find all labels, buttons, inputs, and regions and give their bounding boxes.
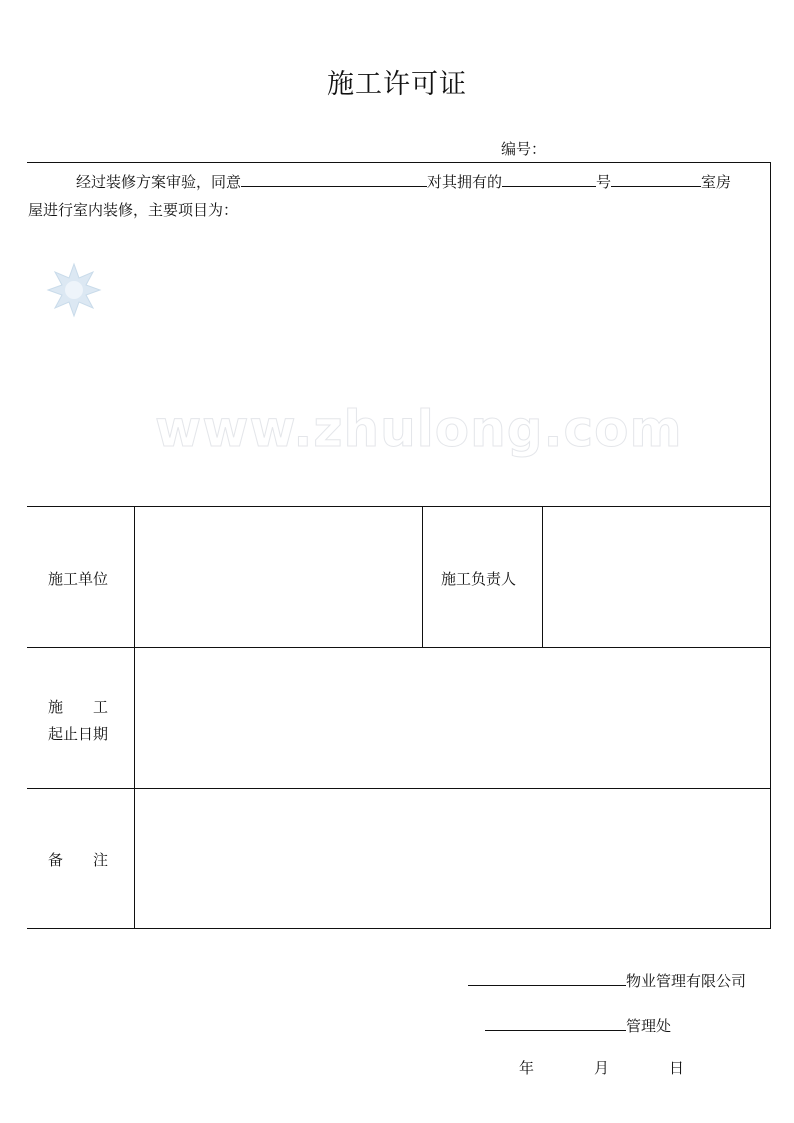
intro-text-owned: 对其拥有的 (427, 173, 503, 191)
construction-unit-label: 施工单位 (48, 570, 109, 588)
construction-dates-label-line2: 起止日期 (48, 725, 109, 743)
construction-dates-label-line1: 施 工 (48, 698, 109, 716)
building-number-blank[interactable] (502, 169, 596, 187)
contractor-name-blank[interactable] (241, 169, 427, 187)
intro-text-approved: 经过装修方案审验，同意 (76, 173, 242, 191)
date-year-label: 年 (519, 1059, 535, 1077)
management-office-blank[interactable] (485, 1013, 626, 1031)
property-company-blank[interactable] (468, 968, 626, 986)
date-month-label: 月 (594, 1059, 610, 1077)
intro-paragraph (30, 168, 768, 224)
watermark-text: www.zhulong.com (155, 400, 683, 458)
room-number-blank[interactable] (611, 169, 701, 187)
snowflake-logo-icon (46, 262, 102, 322)
management-office-suffix: 管理处 (626, 1017, 672, 1035)
property-company-suffix: 物业管理有限公司 (626, 972, 747, 990)
intro-text-number: 号 (596, 173, 612, 191)
site-manager-label: 施工负责人 (441, 570, 517, 588)
serial-number-label: 编号： (501, 140, 547, 158)
remarks-label: 备 注 (48, 851, 109, 869)
intro-text-room: 室房 (701, 173, 732, 191)
document-title: 施工许可证 (327, 69, 467, 100)
date-day-label: 日 (669, 1059, 685, 1077)
property-company-signature (468, 968, 746, 991)
intro-text-line2: 屋进行室内装修，主要项目为： (28, 201, 239, 219)
management-office-signature (485, 1013, 671, 1036)
